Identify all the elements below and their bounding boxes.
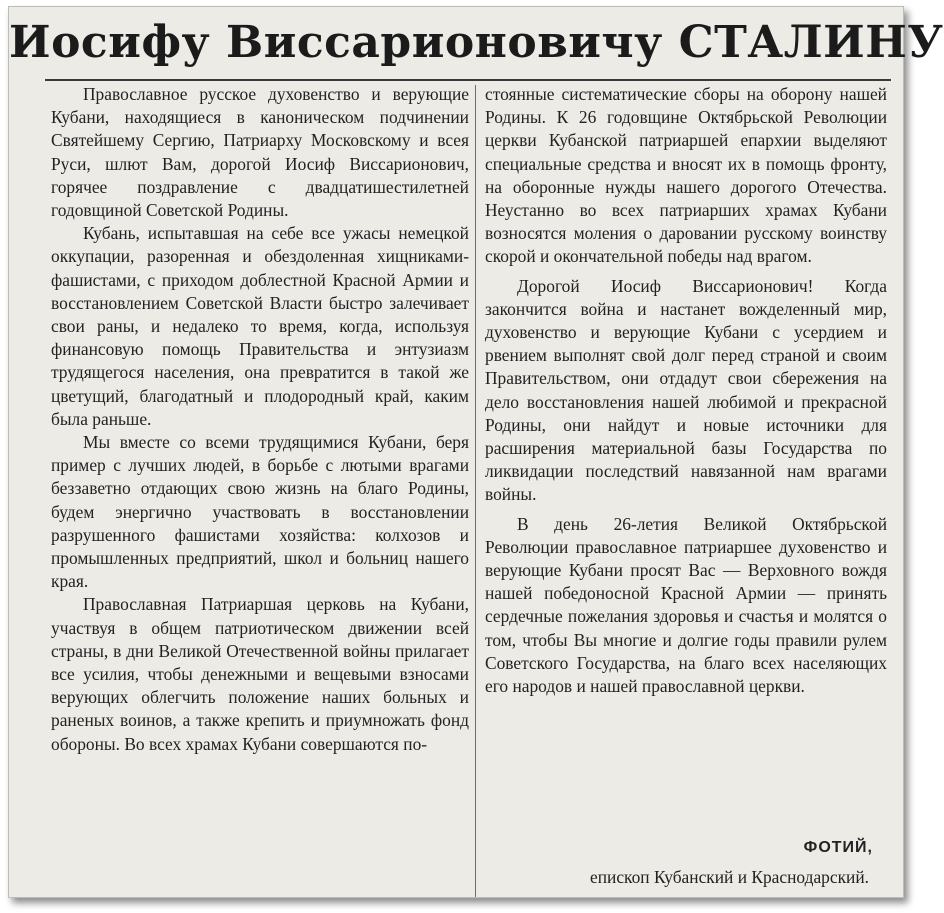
title-prefix: Иосифу Виссарионовичу [9,17,663,68]
paragraph: Православное русское духовенство и верующие Кубани, находящиеся в каноническом подчинении Святейшему Сергию, Патриарху Московскому и всея Руси, шлют Вам, дорогой Иосиф Виссарионович, горячее поздравление с двадцатишестилетней годовщиной Советской Родины. [51,84,469,221]
paragraph: В день 26-летия Великой Октябрьской Революции православное патриаршее духовенство и верующие Кубани просят Вас — Верховного вождя нашей победоносной Красной Армии — принять сердечные пожелания здоровья и счастья и молятся о том, чтобы Вы многие и долгие годы правили рулем Советского Государства, на благо всех населяющих его народов и нашей православной церкви. [485,513,887,697]
paragraph: Дорогой Иосиф Виссарионович! Когда закончится война и настанет вожделенный мир, духовенство и верующие Кубани с усердием и рвением выполнят свой долг перед страной и своим Правительством, они отдадут свои сбережения на дело восстановления нашей любимой и прекрасной Родины, они найдут и новые источники для расширения материальной базы Государства по ликвидации последствий навязанной нам врагами войны. [485,275,887,505]
article-title [9,13,944,73]
paragraph: Кубань, испытавшая на себе все ужасы немецкой оккупации, разоренная и обездоленная хищниками-фашистами, с приходом доблестной Красной Армии и восстановлением Советской Власти быстро залечивает свои раны, и недалеко то время, когда, используя финансовую помощь Правительства и энтузиазм трудящегося населения, она превратится в такой же цветущий, благодатный и плодородный край, каким была раньше. [51,223,469,429]
left-column [51,83,469,756]
title-rule [45,79,891,81]
signature-title: епископ Кубанский и Краснодарский. [589,867,869,887]
column-divider [475,85,476,897]
paragraph: Православная Патриаршая церковь на Кубани, участвуя в общем патриотическом движении всей страны, в дни Великой Отечественной войны прилагает все усилия, чтобы денежными и вещевыми взносами верующих облегчить положение наших больных и раненых воинов, а также крепить и приумножать фонд обороны. Во всех храмах Кубани совершаются по- [51,594,469,754]
newspaper-clipping [8,6,944,898]
paragraph: Мы вместе со всеми трудящимися Кубани, беря пример с лучших людей, в борьбе с лютыми врагами беззаветно отдающих свою жизнь на благо Родины, будем энергично участвовать в восстановлении разрушенного фашистами хозяйства: колхозов и промышленных предприятий, школ и больниц нашего края. [51,432,469,592]
title-name: СТАЛИНУ [678,17,944,68]
right-column [485,83,887,698]
signature-name: ФОТИЙ, [803,839,873,856]
paragraph: стоянные систематические сборы на оборону нашей Родины. К 26 годовщине Октябрьской Революции церкви Кубанской патриаршей епархии выделяют специальные средства и вносят их в помощь фронту, на оборонные нужды нашего дорогого Отечества. Неустанно во всех патриарших храмах Кубани возносятся моления о даровании русскому воинству скорой и окончательной победы над врагом. [485,84,887,267]
